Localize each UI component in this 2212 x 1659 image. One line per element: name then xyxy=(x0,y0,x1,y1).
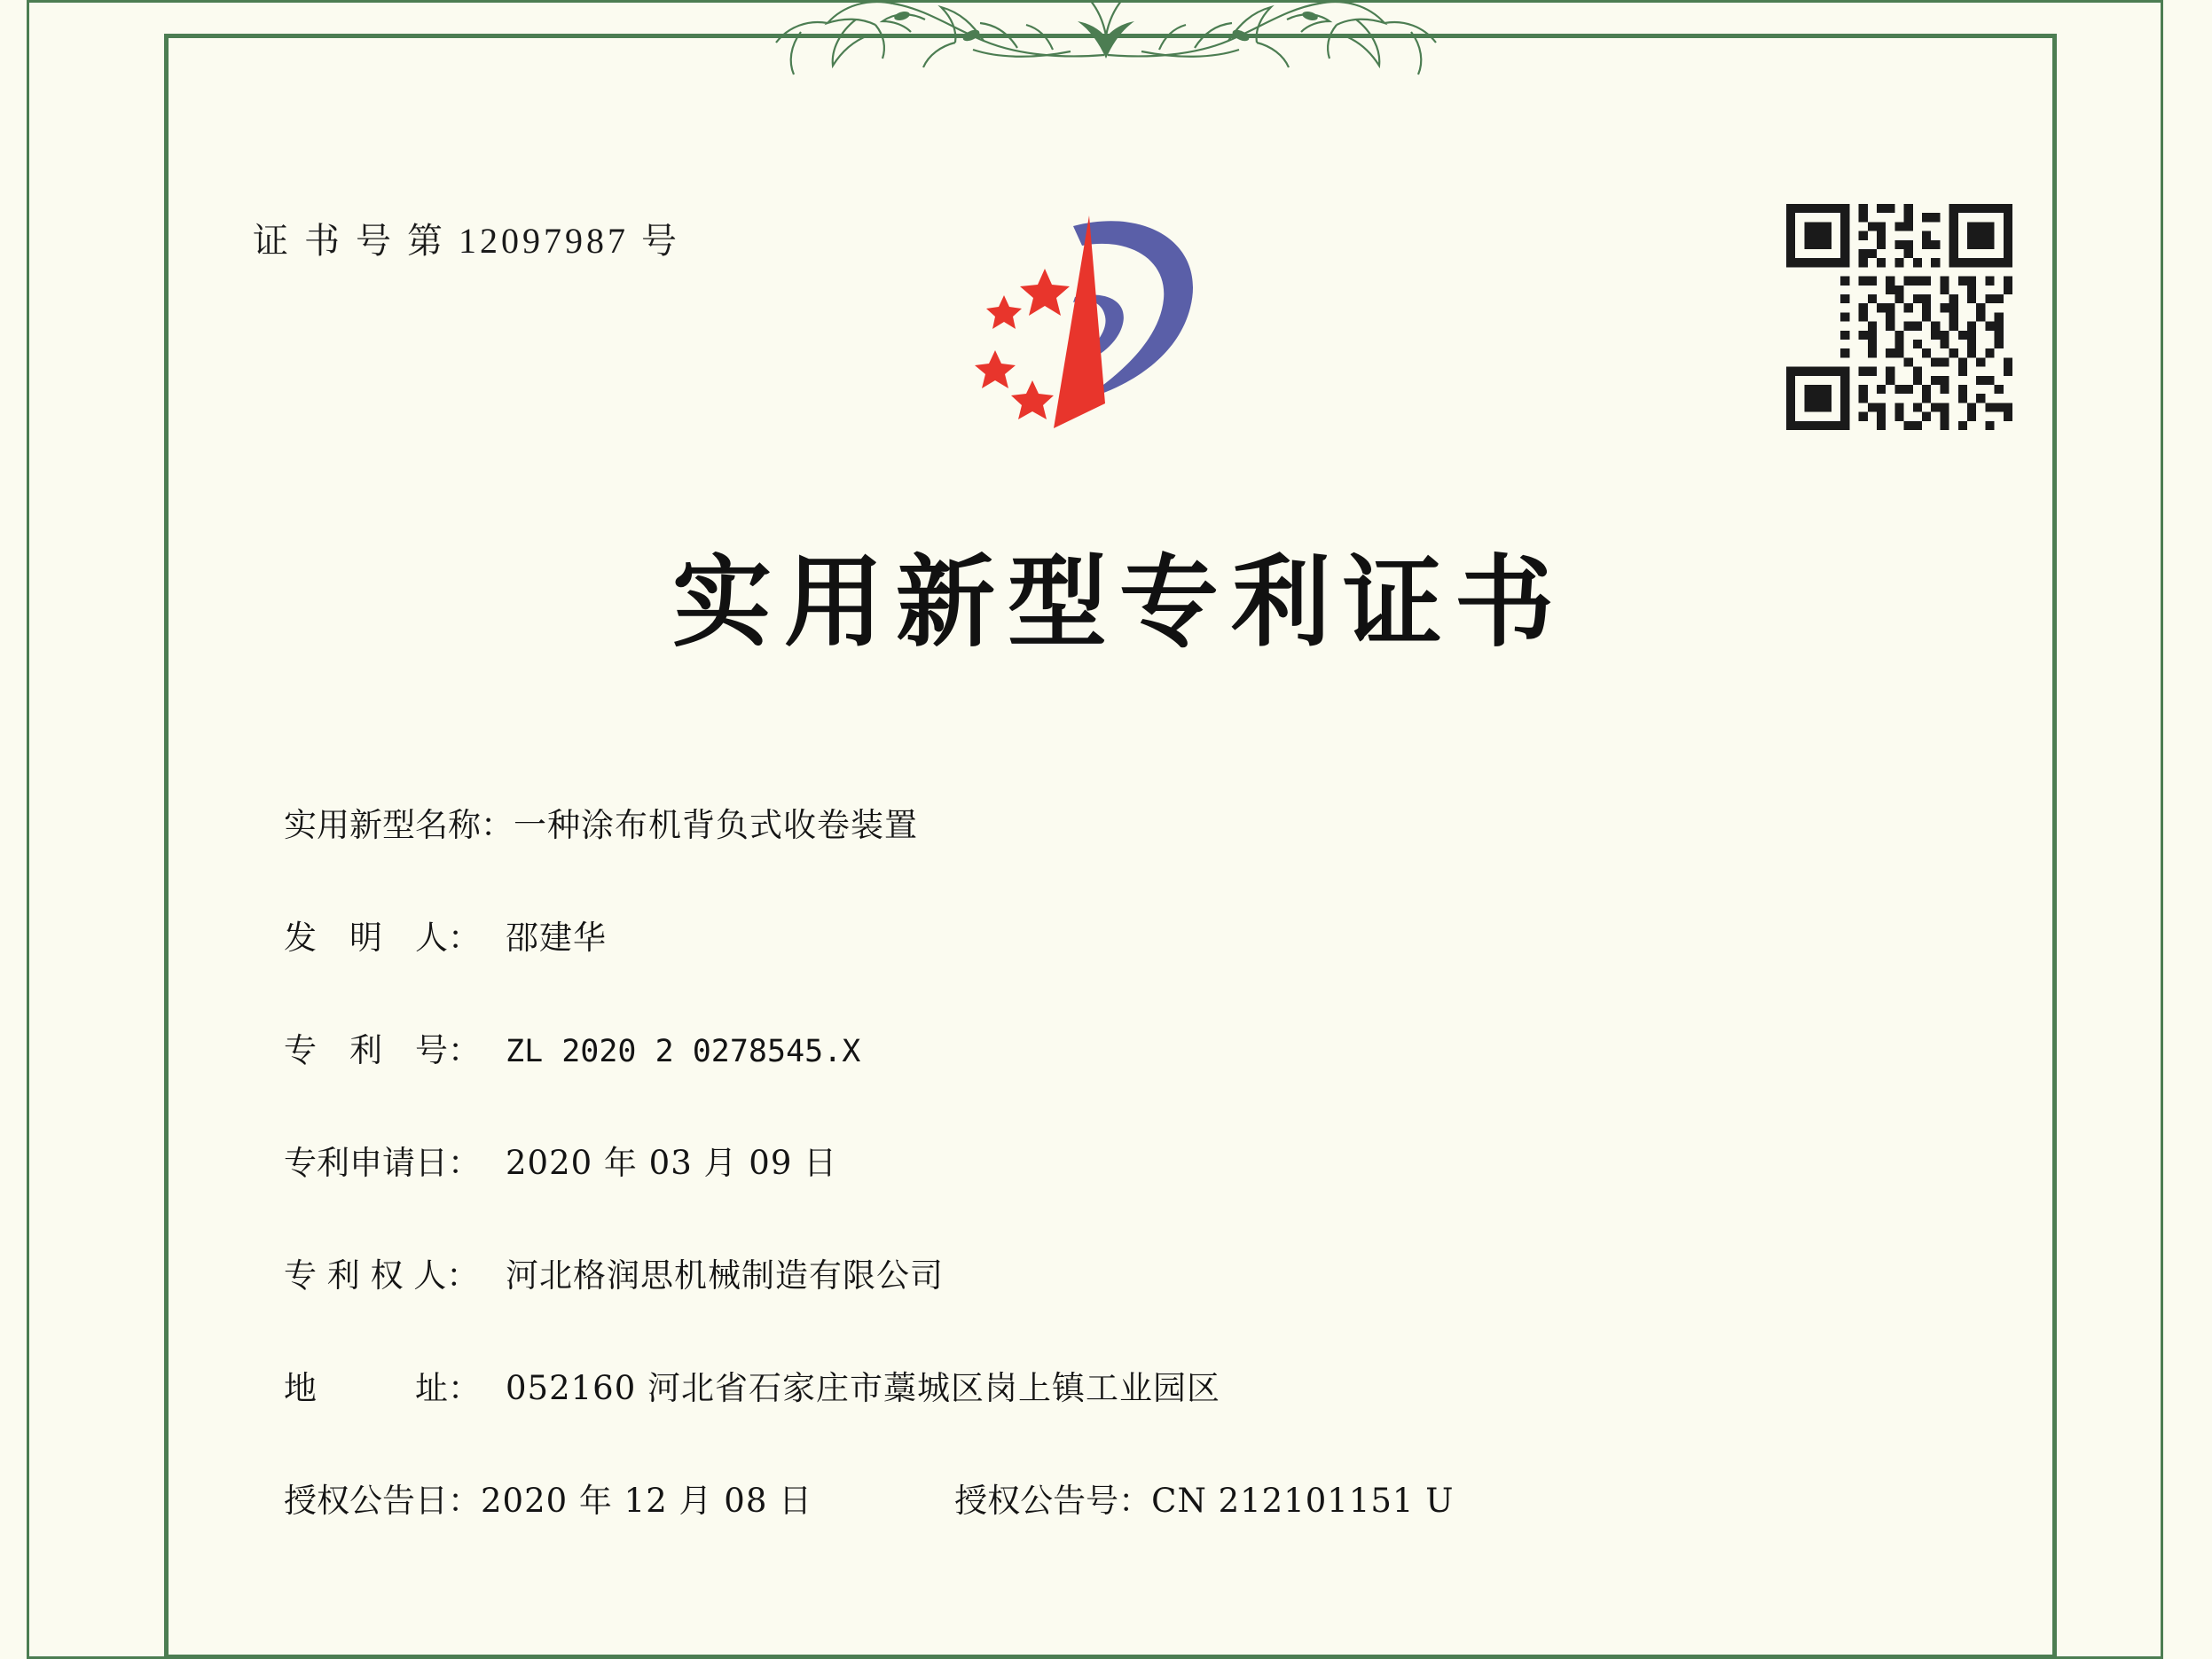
field-label: 授权公告日： xyxy=(284,1482,481,1520)
decorative-floral-ornament-icon xyxy=(751,0,1461,89)
field-application-date xyxy=(284,1136,2035,1184)
field-value: 一种涂布机背负式收卷装置 xyxy=(514,806,918,844)
field-label: 授权公告号： xyxy=(954,1482,1152,1520)
field-label: 专 利 号： xyxy=(284,1031,481,1069)
field-value: 2020 年 12 月 08 日 xyxy=(481,1482,813,1520)
page-title: 实用新型专利证书 xyxy=(672,544,1566,661)
field-value: 052160 河北省石家庄市藁城区岗上镇工业园区 xyxy=(506,1369,1221,1407)
field-grant-date xyxy=(284,1474,812,1522)
field-inventor xyxy=(284,911,2035,959)
qr-code-icon xyxy=(1786,204,2012,430)
field-label: 发 明 人： xyxy=(284,919,481,957)
field-value: CN 212101151 U xyxy=(1151,1482,1455,1520)
field-label: 地 址： xyxy=(284,1369,481,1407)
field-value: 2020 年 03 月 09 日 xyxy=(506,1144,838,1182)
certificate-fields xyxy=(284,798,2035,1522)
field-address xyxy=(284,1361,2035,1409)
cnipa-logo-icon xyxy=(940,191,1233,457)
field-grant-number xyxy=(954,1474,1454,1522)
field-patentee xyxy=(284,1248,2035,1296)
field-grant-info xyxy=(284,1474,2035,1522)
field-patent-number xyxy=(284,1023,2035,1071)
field-label: 专利申请日： xyxy=(284,1144,481,1182)
field-label: 实用新型名称： xyxy=(284,806,514,844)
field-value: ZL 2020 2 0278545.X xyxy=(506,1034,861,1069)
field-value: 邵建华 xyxy=(506,919,607,957)
field-label: 专 利 权 人： xyxy=(284,1256,480,1295)
certificate-number: 证 书 号 第 12097987 号 xyxy=(253,221,680,261)
field-value: 河北格润思机械制造有限公司 xyxy=(506,1256,944,1295)
field-utility-model-name xyxy=(284,798,2035,846)
